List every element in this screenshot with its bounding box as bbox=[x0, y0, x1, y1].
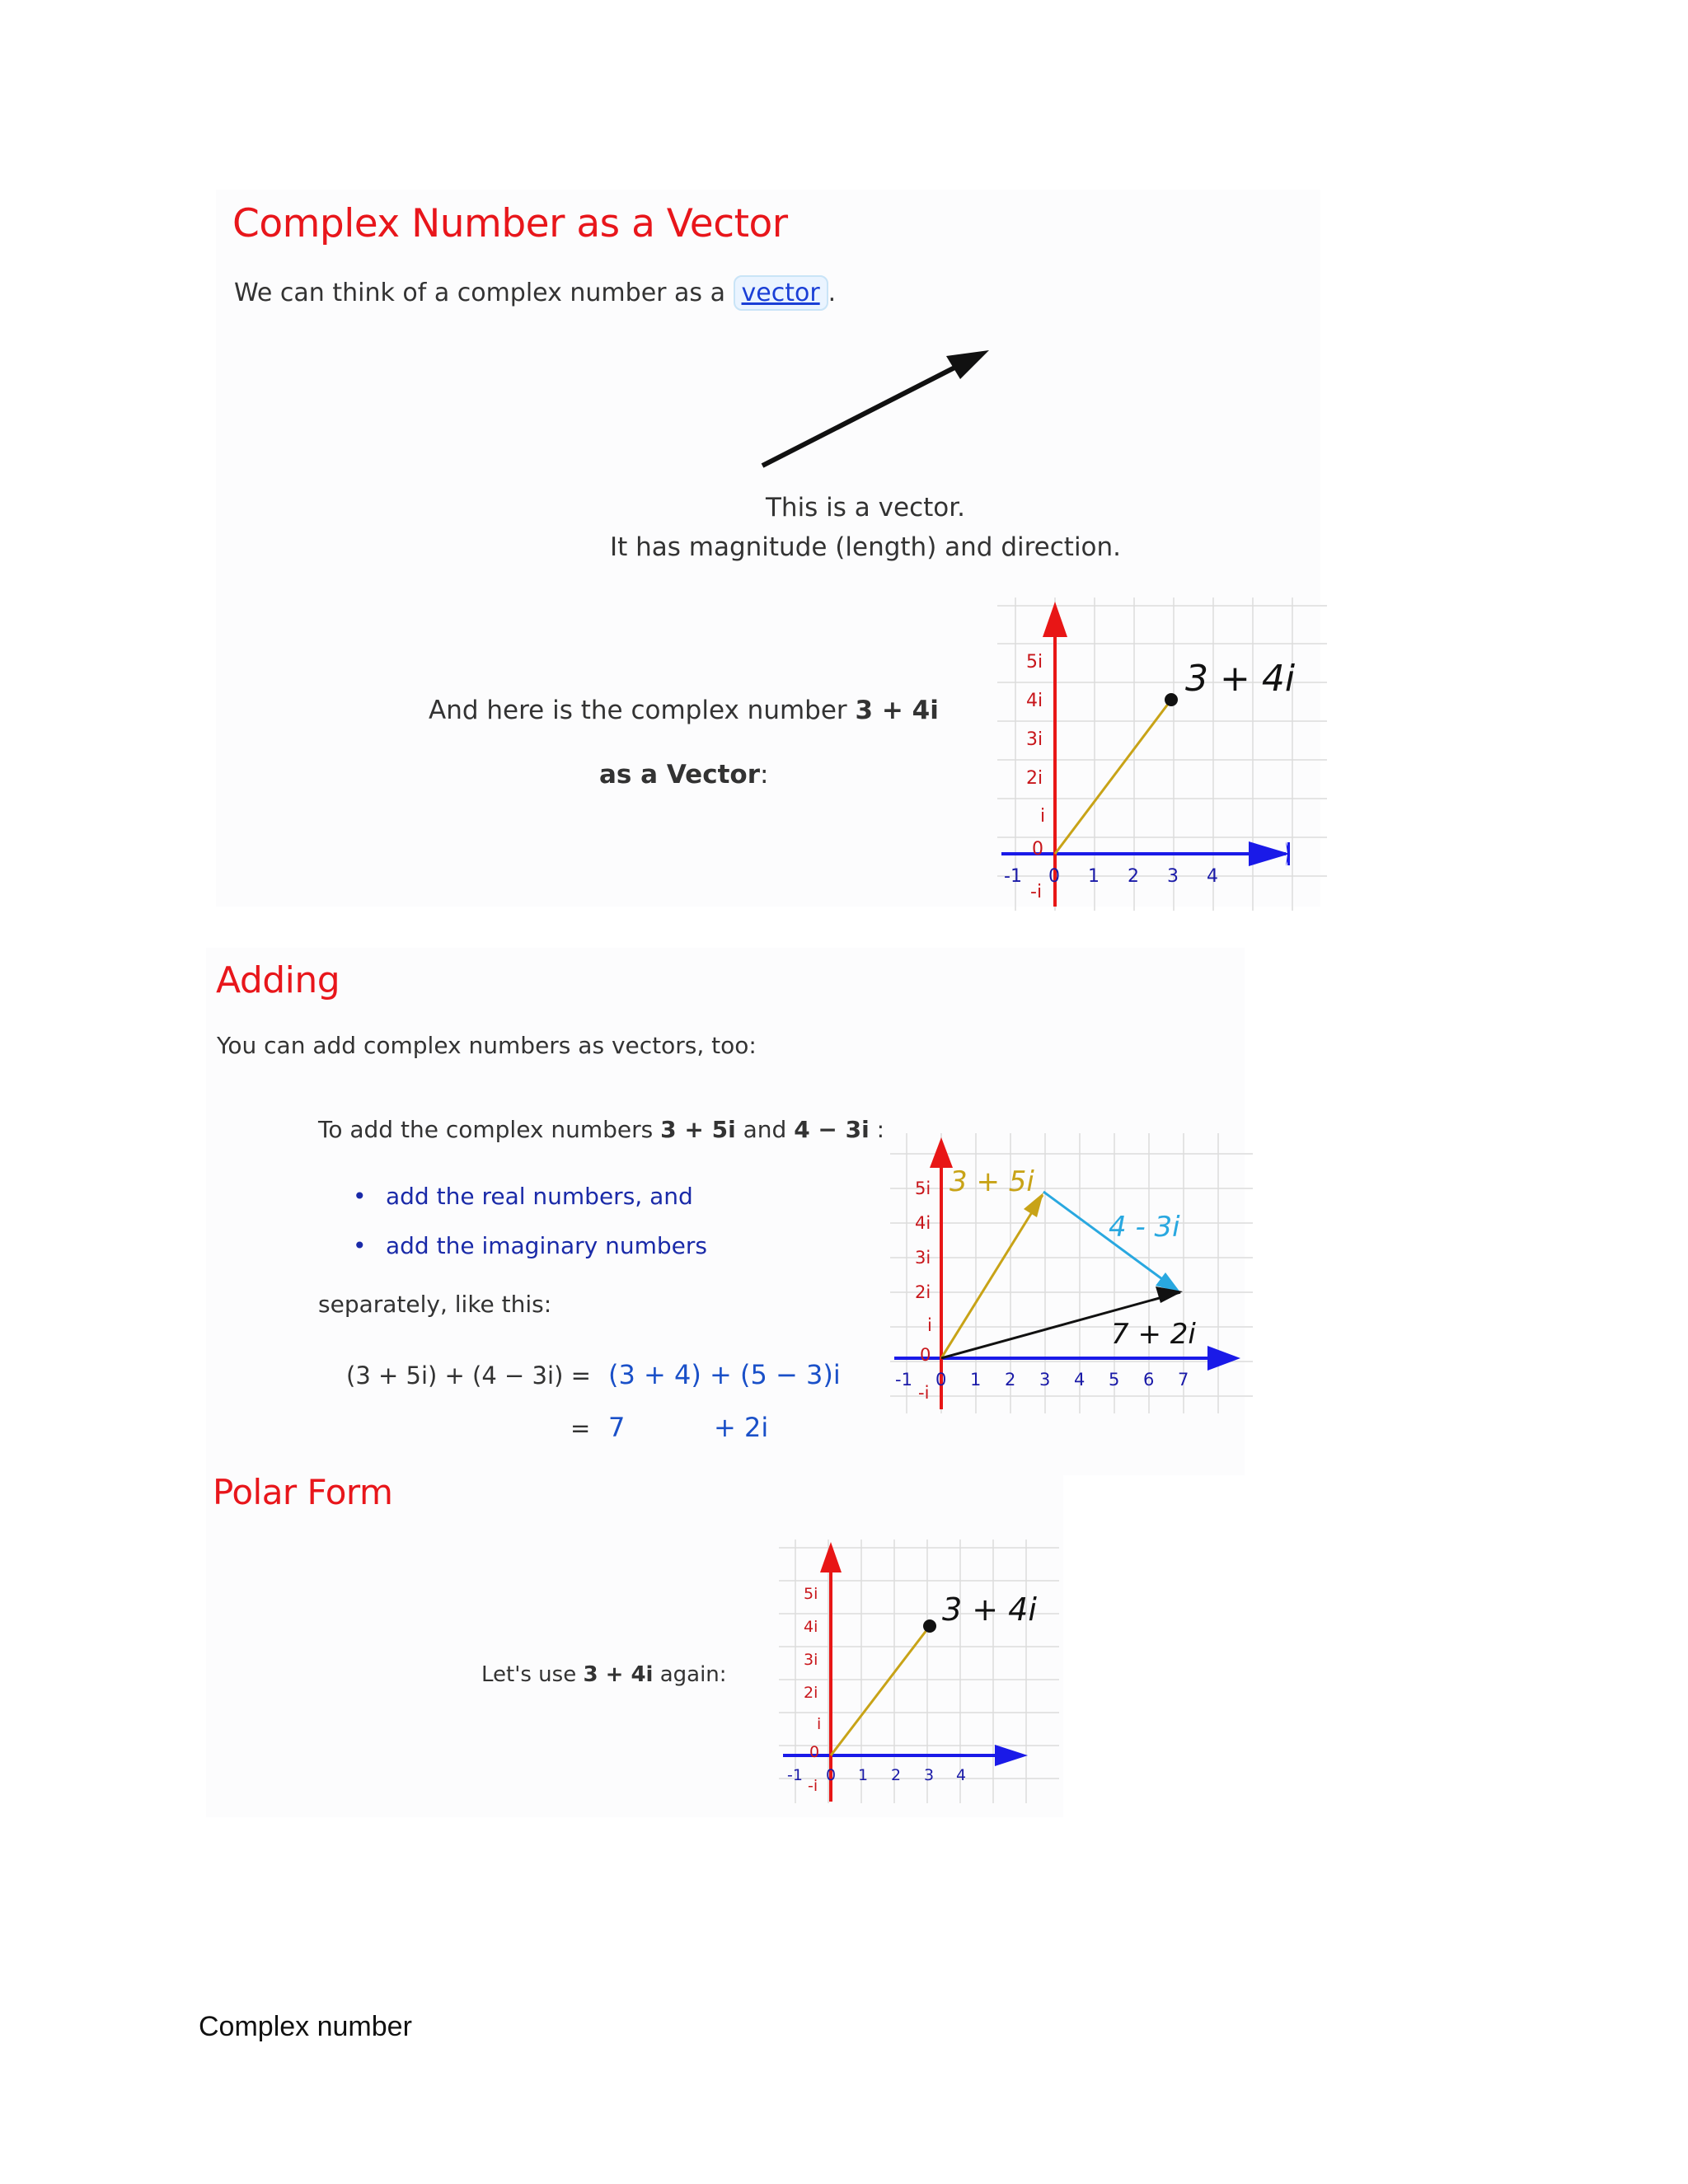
section1-title: Complex Number as a Vector bbox=[232, 201, 788, 246]
plot2-vector-sum-head bbox=[1156, 1286, 1183, 1303]
section2-intro: You can add complex numbers as vectors, too: bbox=[217, 1032, 757, 1059]
plot3-ytick: 4i bbox=[804, 1618, 818, 1636]
vector-arrow-shaft bbox=[762, 363, 964, 466]
equation-line2-imag: + 2i bbox=[714, 1412, 769, 1443]
plot1-xtick: 4 bbox=[1207, 866, 1218, 887]
plot3-point-label: 3 + 4i bbox=[942, 1591, 1037, 1628]
plot2-ytick: 4i bbox=[915, 1213, 931, 1233]
plot3-imag-arrowhead bbox=[820, 1542, 842, 1572]
plot1-imag-arrowhead bbox=[1043, 602, 1067, 637]
vector-link[interactable]: vector bbox=[734, 275, 828, 311]
as-a-vector-label: as a Vector bbox=[599, 760, 760, 790]
equation-line2-eq: = bbox=[570, 1414, 591, 1442]
plot2-label-sum: 7 + 2i bbox=[1111, 1318, 1196, 1351]
plot1-xtick: 1 bbox=[1088, 866, 1100, 887]
adding-steps-list bbox=[353, 1172, 707, 1271]
plot3 bbox=[779, 1540, 1059, 1803]
plot2-y-ticks bbox=[915, 1179, 932, 1403]
to-add-colon: : bbox=[876, 1116, 885, 1143]
plot3-xtick: 2 bbox=[891, 1766, 902, 1784]
list-item: • add the imaginary numbers bbox=[353, 1221, 707, 1271]
plot3-ytick: 5i bbox=[804, 1585, 818, 1603]
intro-text: We can think of a complex number as a bbox=[234, 279, 725, 307]
plot1-ytick: i bbox=[1040, 806, 1046, 827]
plot3-ytick: 2i bbox=[804, 1684, 818, 1702]
plot2-ytick: i bbox=[927, 1315, 932, 1335]
vector-caption bbox=[577, 488, 1154, 567]
plot3-xtick: 0 bbox=[826, 1766, 837, 1784]
plot2-xtick: 2 bbox=[1005, 1370, 1016, 1390]
plot3-y-ticks bbox=[804, 1585, 821, 1795]
and-word: and bbox=[743, 1116, 787, 1143]
plot2-ytick: 3i bbox=[915, 1248, 931, 1268]
vector-arrow-illustration bbox=[742, 338, 1006, 478]
plot1-point bbox=[1165, 693, 1178, 706]
plot2-ytick: 2i bbox=[915, 1282, 931, 1302]
as-a-vector-colon: : bbox=[759, 760, 769, 790]
plot2-label-b: 4 - 3i bbox=[1109, 1211, 1180, 1244]
list-item: • add the real numbers, and bbox=[353, 1172, 707, 1221]
here-prefix: And here is the complex number bbox=[429, 696, 847, 725]
plot2-ytick: -i bbox=[918, 1383, 930, 1403]
plot3-ytick: 3i bbox=[804, 1651, 818, 1669]
plot3-ytick: 0 bbox=[809, 1743, 820, 1761]
plot1-ytick: 5i bbox=[1026, 652, 1043, 673]
plot1-ytick: 3i bbox=[1026, 729, 1043, 750]
plot2-x-ticks bbox=[895, 1370, 1189, 1390]
plot1-ytick: 2i bbox=[1026, 768, 1043, 789]
plot1-ytick: -i bbox=[1030, 882, 1043, 902]
equation-line2-real: 7 bbox=[608, 1412, 626, 1443]
plot3-ytick: -i bbox=[808, 1777, 818, 1795]
plot2-xtick: 5 bbox=[1109, 1370, 1120, 1390]
plot1-ytick: 4i bbox=[1026, 691, 1043, 711]
here-number: 3 + 4i bbox=[855, 696, 939, 725]
plot3-vector bbox=[831, 1626, 930, 1755]
plot2 bbox=[890, 1133, 1253, 1413]
plot2-xtick: -1 bbox=[895, 1370, 912, 1390]
caption-line2: It has magnitude (length) and direction. bbox=[609, 532, 1122, 562]
section1-intro bbox=[234, 279, 836, 307]
plot2-imag-arrowhead bbox=[930, 1137, 953, 1168]
lets-number: 3 + 4i bbox=[583, 1662, 654, 1687]
plot2-label-a: 3 + 5i bbox=[950, 1165, 1034, 1198]
equation-line1 bbox=[346, 1361, 591, 1390]
plot2-ytick: 5i bbox=[915, 1179, 931, 1198]
plot3-xtick: 1 bbox=[858, 1766, 869, 1784]
plot3-real-arrowhead bbox=[995, 1745, 1028, 1766]
equation-rhs: (3 + 4) + (5 − 3)i bbox=[608, 1359, 841, 1390]
to-add-line bbox=[318, 1116, 884, 1143]
equation-lhs: (3 + 5i) + (4 − 3i) = bbox=[346, 1361, 591, 1390]
plot1-xtick: 0 bbox=[1048, 866, 1060, 887]
vector-arrow-head bbox=[946, 350, 989, 379]
plot1-xtick: 2 bbox=[1128, 866, 1139, 887]
lets-prefix: Let's use bbox=[481, 1662, 577, 1687]
plot1 bbox=[997, 598, 1327, 911]
plot2-ytick: 0 bbox=[920, 1345, 931, 1365]
section2-title: Adding bbox=[216, 959, 340, 1001]
footer-caption: Complex number bbox=[199, 2011, 412, 2042]
plot1-y-ticks bbox=[1026, 652, 1045, 902]
plot3-xtick: 4 bbox=[956, 1766, 967, 1784]
plot1-xtick: -1 bbox=[1004, 866, 1022, 887]
plot2-xtick: 0 bbox=[935, 1370, 947, 1390]
intro-period: . bbox=[828, 279, 837, 307]
plot3-xtick: -1 bbox=[787, 1766, 803, 1784]
plot1-grid bbox=[997, 598, 1327, 911]
lets-use-text bbox=[481, 1662, 727, 1687]
plot2-xtick: 3 bbox=[1039, 1370, 1051, 1390]
here-is-text bbox=[429, 696, 939, 725]
plot3-xtick: 3 bbox=[924, 1766, 935, 1784]
plot1-xtick: 3 bbox=[1167, 866, 1179, 887]
plot2-xtick: 4 bbox=[1074, 1370, 1085, 1390]
lets-suffix: again: bbox=[659, 1662, 727, 1687]
to-add-prefix: To add the complex numbers bbox=[318, 1116, 654, 1143]
plot1-vector bbox=[1055, 700, 1171, 854]
plot3-grid bbox=[779, 1540, 1059, 1803]
plot1-ytick: 0 bbox=[1032, 839, 1043, 860]
plot3-point bbox=[923, 1619, 936, 1633]
as-a-vector-text bbox=[599, 760, 768, 790]
plot2-xtick: 7 bbox=[1178, 1370, 1189, 1390]
plot2-xtick: 6 bbox=[1143, 1370, 1155, 1390]
plot3-ytick: i bbox=[817, 1715, 822, 1733]
caption-line1: This is a vector. bbox=[765, 493, 965, 523]
separately-text: separately, like this: bbox=[318, 1291, 552, 1318]
plot2-real-arrowhead bbox=[1207, 1346, 1240, 1371]
plot1-point-label: 3 + 4i bbox=[1185, 658, 1296, 700]
num-b: 4 − 3i bbox=[794, 1116, 870, 1143]
section3-title: Polar Form bbox=[213, 1472, 393, 1512]
plot2-xtick: 1 bbox=[970, 1370, 982, 1390]
plot1-real-arrowhead-big bbox=[1249, 841, 1290, 866]
num-a: 3 + 5i bbox=[660, 1116, 736, 1143]
